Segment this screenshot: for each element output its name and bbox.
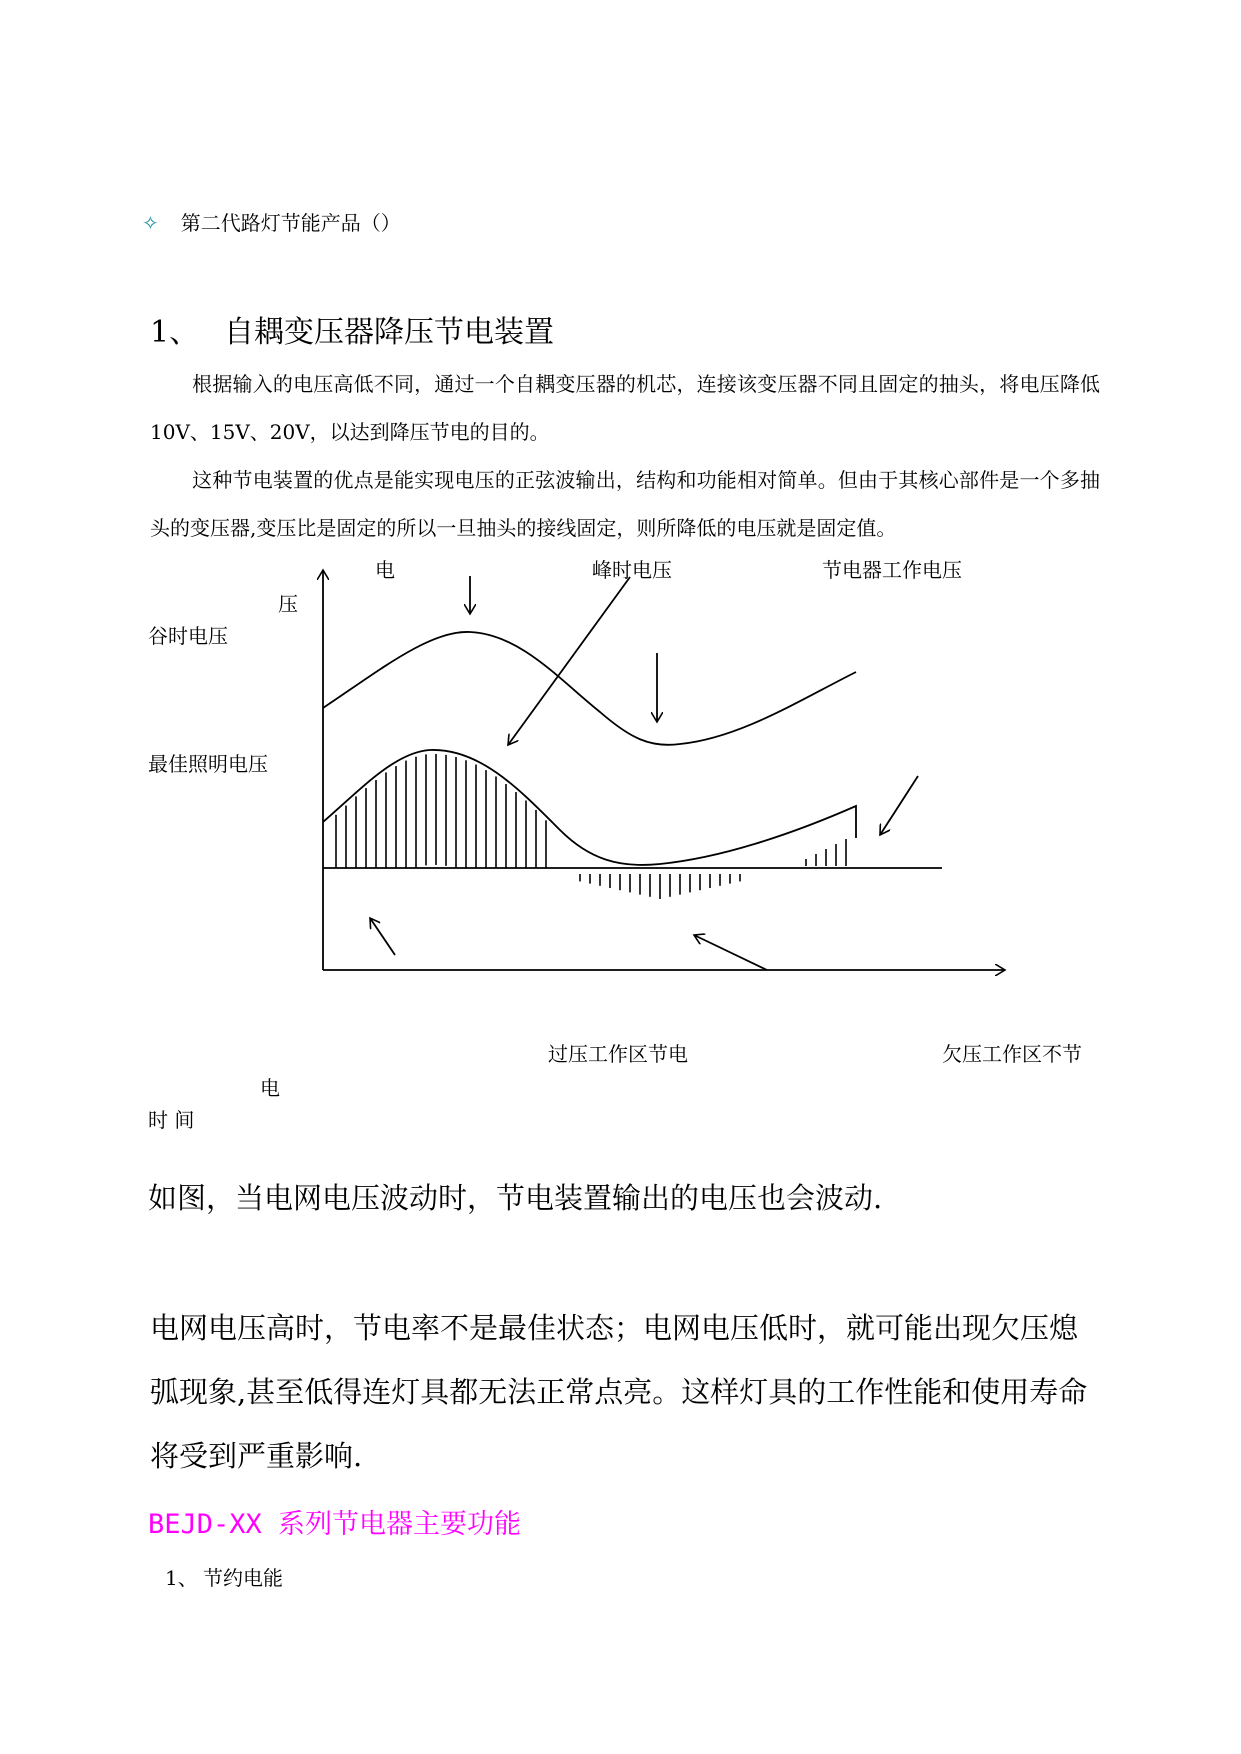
- caption: 如图，当电网电压波动时，节电装置输出的电压也会波动.: [148, 1181, 883, 1215]
- big-paragraph: 电网电压高时，节电率不是最佳状态；电网电压低时，就可能出现欠压熄弧现象,甚至低得连灯具都无法正常点亮。这样灯具的工作性能和使用寿命将受到严重影响.: [150, 1311, 1088, 1473]
- arrow-best-diag: [880, 776, 918, 835]
- arrow-under-left: [694, 935, 767, 970]
- function-heading: BEJD-XX 系列节电器主要功能: [148, 1509, 522, 1540]
- function-item-number: 1、: [165, 1566, 198, 1590]
- label-peak-voltage: 峰时电压: [592, 558, 672, 582]
- label-saver-voltage: 节电器工作电压: [822, 558, 962, 582]
- section-title: 自耦变压器降压节电装置: [224, 315, 554, 350]
- arrow-over-left: [370, 918, 395, 955]
- function-item-text: 节约电能: [203, 1566, 283, 1590]
- function-item: [165, 1562, 283, 1591]
- label-overvoltage: 过压工作区节电: [548, 1042, 688, 1066]
- output-voltage-curve: [323, 750, 856, 865]
- label-y-axis-second: 压: [278, 592, 298, 616]
- paragraph-1: 根据输入的电压高低不同，通过一个自耦变压器的机芯，连接该变压器不同且固定的抽头，将电压降低 10V、15V、20V，以达到降压节电的目的。: [150, 372, 1100, 444]
- label-best-voltage: 最佳照明电压: [148, 752, 268, 776]
- label-valley-voltage: 谷时电压: [148, 624, 228, 648]
- grid-voltage-curve: [323, 632, 856, 745]
- paragraph-2: 这种节电装置的优点是能实现电压的正弦波输出，结构和功能相对简单。但由于其核心部件是一个多抽头的变压器,变压比是固定的所以一旦抽头的接线固定，则所降低的电压就是固定值。: [150, 468, 1100, 540]
- label-undervoltage-wrap: 电: [260, 1076, 280, 1100]
- label-y-axis-top: 电: [375, 558, 395, 582]
- section-number: 1、: [150, 315, 200, 350]
- header-bullet-text: 第二代路灯节能产品（）: [180, 211, 401, 235]
- label-undervoltage: 欠压工作区不节: [942, 1042, 1082, 1066]
- hatch-lines: [336, 754, 846, 899]
- label-time-axis: 时 间: [148, 1108, 195, 1132]
- arrow-valley-diag: [508, 577, 630, 745]
- diamond-outline-icon: ✧: [142, 211, 159, 235]
